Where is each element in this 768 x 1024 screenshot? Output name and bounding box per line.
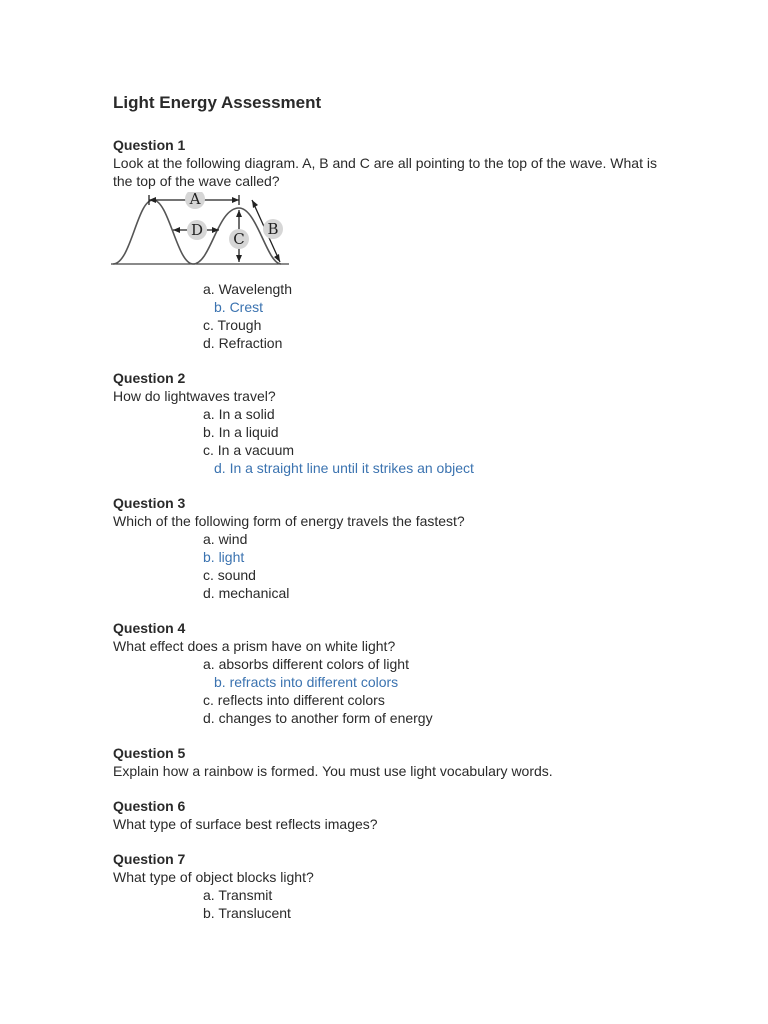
question-4-heading: Question 4	[113, 620, 186, 636]
q3-option-b: b. light	[203, 549, 245, 565]
page-title: Light Energy Assessment	[113, 93, 322, 112]
question-3-heading: Question 3	[113, 495, 186, 511]
question-5-heading: Question 5	[113, 745, 186, 761]
question-3	[113, 494, 673, 602]
q1-option-b: b. Crest	[214, 299, 264, 315]
q4-option-b: b. refracts into different colors	[214, 674, 399, 690]
question-4	[113, 619, 673, 727]
q7-option-b: b. Translucent	[203, 905, 291, 921]
q3-option-c: c. sound	[203, 567, 256, 583]
question-2	[113, 369, 673, 477]
question-6	[113, 797, 673, 833]
question-7	[113, 850, 673, 922]
label-b: B	[267, 220, 279, 238]
question-6-heading: Question 6	[113, 798, 186, 814]
question-3-options	[113, 530, 673, 602]
question-2-heading: Question 2	[113, 370, 186, 386]
question-3-text: Which of the following form of energy travels the fastest?	[113, 513, 465, 529]
question-4-options	[113, 655, 673, 727]
assessment-page	[113, 92, 673, 939]
question-5-text: Explain how a rainbow is formed. You must use light vocabulary words.	[113, 763, 553, 779]
question-4-text: What effect does a prism have on white light?	[113, 638, 396, 654]
question-1-heading: Question 1	[113, 137, 186, 153]
q2-option-d: d. In a straight line until it strikes an object	[214, 460, 474, 476]
q4-option-d: d. changes to another form of energy	[203, 710, 433, 726]
question-1-text: Look at the following diagram. A, B and C are all pointing to the top of the wave. What is the top of the wave called?	[113, 155, 657, 189]
q3-option-a: a. wind	[203, 531, 248, 547]
q1-option-c: c. Trough	[203, 317, 262, 333]
q4-option-c: c. reflects into different colors	[203, 692, 385, 708]
q4-option-a: a. absorbs different colors of light	[203, 656, 409, 672]
label-d: D	[190, 221, 204, 239]
question-7-heading: Question 7	[113, 851, 186, 867]
label-a: A	[189, 192, 201, 208]
question-7-text: What type of object blocks light?	[113, 869, 314, 885]
q3-option-d: d. mechanical	[203, 585, 290, 601]
question-7-options	[113, 886, 673, 922]
q1-option-d: d. Refraction	[203, 335, 283, 351]
q7-option-a: a. Transmit	[203, 887, 273, 903]
q1-option-a: a. Wavelength	[203, 281, 292, 297]
q2-option-b: b. In a liquid	[203, 424, 279, 440]
q2-option-a: a. In a solid	[203, 406, 275, 422]
label-c: C	[233, 230, 245, 248]
question-1-options	[113, 280, 673, 352]
wave-diagram	[111, 192, 293, 266]
question-2-options	[113, 405, 673, 477]
question-1	[113, 136, 673, 352]
question-5	[113, 744, 673, 780]
question-2-text: How do lightwaves travel?	[113, 388, 276, 404]
q2-option-c: c. In a vacuum	[203, 442, 295, 458]
question-6-text: What type of surface best reflects images?	[113, 816, 378, 832]
